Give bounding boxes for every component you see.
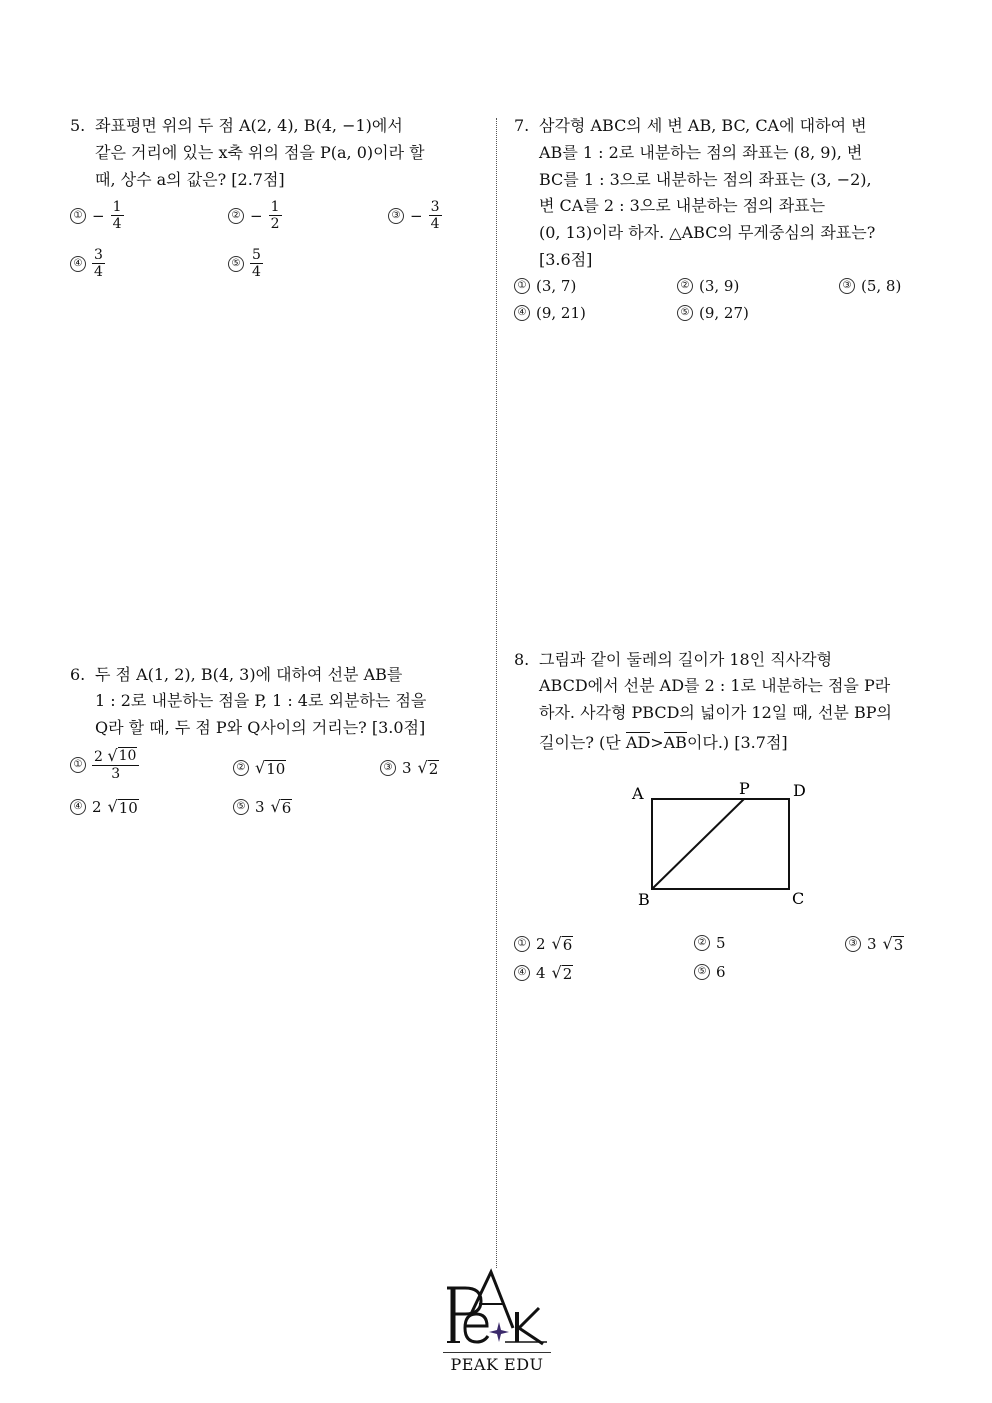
choice-5[interactable] <box>694 963 726 981</box>
choice-mark: ② <box>694 935 710 951</box>
coefficient: 3 <box>255 797 265 816</box>
denominator: 4 <box>94 264 103 280</box>
choice-mark: ⑤ <box>228 256 244 272</box>
question-text-line: ABCD에서 선분 AD를 2 : 1로 내분하는 점을 P라 <box>539 676 891 695</box>
question-text-line: 삼각형 ABC의 세 변 AB, BC, CA에 대하여 변 <box>539 116 867 135</box>
question-text-line: 좌표평면 위의 두 점 A(2, 4), B(4, −1)에서 <box>95 116 403 135</box>
rectangle-abcd <box>652 799 789 889</box>
choice-2[interactable] <box>677 277 739 295</box>
denominator: 4 <box>430 216 440 232</box>
choice-2[interactable] <box>228 199 282 232</box>
segment-ad: AD <box>625 733 651 752</box>
question-text-line: (0, 13)이라 하자. △ABC의 무게중심의 좌표는? <box>539 223 876 242</box>
numerator: 3 <box>94 247 103 263</box>
choice-5[interactable] <box>228 247 263 280</box>
question-number: 5. <box>70 116 86 135</box>
choice-mark: ③ <box>839 278 855 294</box>
denominator: 3 <box>111 766 121 782</box>
denominator: 2 <box>270 216 280 232</box>
segment-ab: AB <box>663 733 687 752</box>
choice-text: (9, 27) <box>699 304 749 322</box>
fraction <box>250 247 263 280</box>
question-number: 8. <box>514 650 530 669</box>
radicand: 10 <box>118 748 137 764</box>
square-root: √ 6 <box>270 797 292 817</box>
label-c: C <box>792 889 805 908</box>
choice-2[interactable] <box>233 758 286 777</box>
numerator: 5 <box>252 247 261 263</box>
choice-1[interactable] <box>70 199 124 232</box>
text: > <box>650 733 664 752</box>
choice-2[interactable] <box>694 934 726 952</box>
text: 길이는? (단 <box>539 733 626 752</box>
square-root: √ 10 <box>255 758 286 778</box>
label-a: A <box>632 784 644 803</box>
question-text-line: 때, 상수 a의 값은? [2.7점] <box>95 170 285 189</box>
choice-mark: ⑤ <box>694 964 710 980</box>
choice-4[interactable] <box>70 797 139 816</box>
coefficient: 2 <box>92 797 102 816</box>
question-text-line: 그림과 같이 둘레의 길이가 18인 직사각형 <box>539 650 833 669</box>
star-icon <box>489 1322 509 1342</box>
coefficient: 3 <box>402 758 412 777</box>
square-root: √ 10 <box>107 797 138 817</box>
choice-3[interactable] <box>380 758 439 777</box>
choice-text: (3, 7) <box>536 277 577 295</box>
numerator: 1 <box>112 199 122 215</box>
question-text-line: 같은 거리에 있는 x축 위의 점을 P(a, 0)이라 할 <box>95 143 425 162</box>
square-root: √ 10 <box>107 746 137 765</box>
radicand: 2 <box>562 965 573 983</box>
choice-mark: ① <box>70 757 86 773</box>
radicand: 10 <box>118 799 138 817</box>
sign: − <box>410 206 423 225</box>
choice-1[interactable] <box>514 934 573 953</box>
choice-5[interactable] <box>233 797 292 816</box>
sign: − <box>92 206 105 225</box>
square-root: √ 3 <box>882 934 904 954</box>
choice-4[interactable] <box>70 247 105 280</box>
choice-1[interactable] <box>514 277 576 295</box>
fraction <box>111 199 124 232</box>
question-text-line: [3.6점] <box>539 250 593 269</box>
choice-mark: ④ <box>70 799 86 815</box>
square-root: √ 2 <box>417 758 439 778</box>
text: 이다.) [3.7점] <box>686 733 788 752</box>
question-text-line: Q라 할 때, 두 점 P와 Q사이의 거리는? [3.0점] <box>95 718 426 737</box>
choice-3[interactable] <box>388 199 442 232</box>
choice-5[interactable] <box>677 304 749 322</box>
choice-mark: ① <box>70 208 86 224</box>
question-text-line: AB를 1 : 2로 내분하는 점의 좌표는 (8, 9), 변 <box>539 143 863 162</box>
fraction <box>92 247 105 280</box>
radicand: 3 <box>893 936 904 954</box>
square-root: √ 2 <box>551 963 573 983</box>
choice-mark: ④ <box>70 256 86 272</box>
choice-mark: ② <box>233 760 249 776</box>
choice-text: 5 <box>716 934 726 952</box>
question-text-line: 변 CA를 2 : 3으로 내분하는 점의 좌표는 <box>539 196 826 215</box>
choice-text: (3, 9) <box>699 277 740 295</box>
denominator: 4 <box>252 264 261 280</box>
choice-3[interactable] <box>839 277 901 295</box>
segment-bp <box>652 799 744 889</box>
coefficient: 2 <box>94 749 103 765</box>
choice-mark: ⑤ <box>677 305 693 321</box>
radicand: 2 <box>428 760 439 778</box>
logo-caption: PEAK EDU <box>443 1352 551 1374</box>
choice-text: 6 <box>716 963 726 981</box>
choice-mark: ④ <box>514 305 530 321</box>
choice-mark: ③ <box>388 208 404 224</box>
radicand: 6 <box>281 799 292 817</box>
choice-mark: ③ <box>845 936 861 952</box>
choice-mark: ⑤ <box>233 799 249 815</box>
label-p: P <box>739 779 750 798</box>
question-number: 6. <box>70 665 86 684</box>
choice-mark: ② <box>228 208 244 224</box>
numerator <box>92 747 139 766</box>
column-divider <box>496 118 497 1268</box>
choice-mark: ④ <box>514 965 530 981</box>
fraction <box>429 199 442 232</box>
square-root: √ 6 <box>551 934 573 954</box>
peak-logo-mark <box>443 1268 551 1346</box>
choice-mark: ① <box>514 278 530 294</box>
rectangle-figure <box>620 775 820 910</box>
fraction <box>92 747 139 782</box>
question-text-line: 두 점 A(1, 2), B(4, 3)에 대하여 선분 AB를 <box>95 665 403 684</box>
label-b: B <box>638 890 650 909</box>
sign: − <box>250 206 263 225</box>
label-d: D <box>793 781 806 800</box>
radicand: 6 <box>562 936 573 954</box>
choice-1[interactable] <box>70 747 139 782</box>
question-text-line: BC를 1 : 3으로 내분하는 점의 좌표는 (3, −2), <box>539 170 872 189</box>
question-text-line <box>539 730 788 756</box>
numerator: 3 <box>430 199 440 215</box>
choice-4[interactable] <box>514 304 586 322</box>
choice-text: (5, 8) <box>861 277 902 295</box>
question-text-line: 하자. 사각형 PBCD의 넓이가 12일 때, 선분 BP의 <box>539 703 892 722</box>
choice-mark: ② <box>677 278 693 294</box>
fraction <box>269 199 282 232</box>
coefficient: 4 <box>536 963 546 982</box>
denominator: 4 <box>112 216 122 232</box>
question-number: 7. <box>514 116 530 135</box>
peak-edu-logo <box>443 1268 551 1374</box>
coefficient: 3 <box>867 934 877 953</box>
choice-4[interactable] <box>514 963 573 982</box>
radicand: 10 <box>266 760 286 778</box>
choice-mark: ① <box>514 936 530 952</box>
question-text-line: 1 : 2로 내분하는 점을 P, 1 : 4로 외분하는 점을 <box>95 691 427 710</box>
numerator: 1 <box>270 199 280 215</box>
choice-mark: ③ <box>380 760 396 776</box>
choice-text: (9, 21) <box>536 304 586 322</box>
coefficient: 2 <box>536 934 546 953</box>
choice-3[interactable] <box>845 934 904 953</box>
